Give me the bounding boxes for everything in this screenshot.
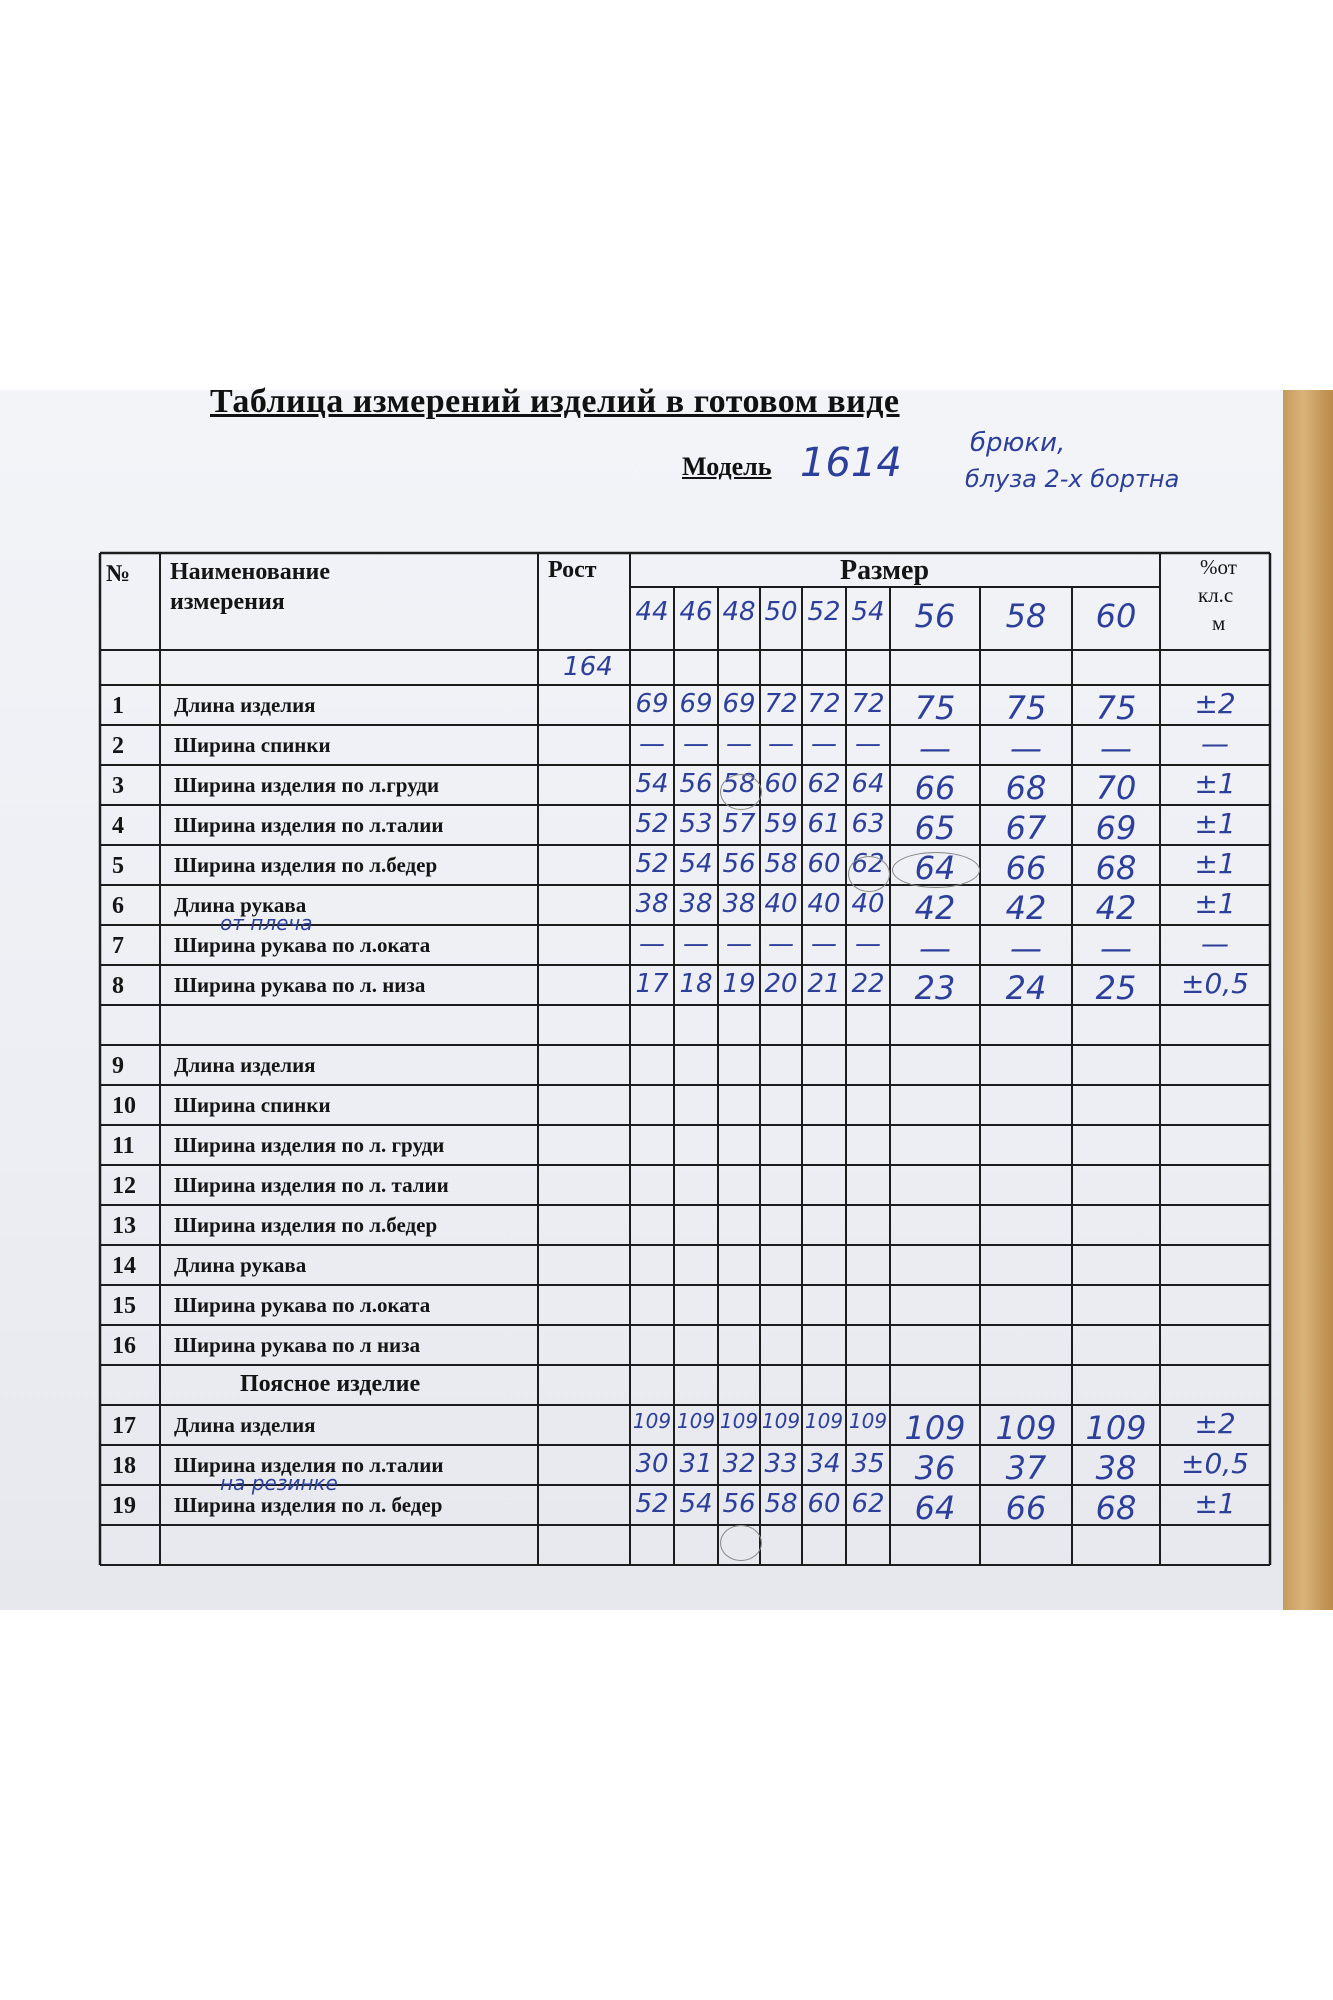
measurement-value: 25 (1095, 969, 1137, 1007)
row-number: 12 (112, 1173, 136, 1199)
measurement-value: 69 (635, 689, 669, 719)
measurement-value: 109 (761, 1409, 801, 1433)
measurement-value: 18 (679, 969, 713, 999)
row-number: 16 (112, 1333, 136, 1359)
measurement-value: 70 (1095, 769, 1137, 807)
tolerance-value: ±1 (1194, 807, 1236, 840)
measurement-value: 58 (764, 849, 798, 879)
model-note-line2: блуза 2-х бортна (965, 465, 1180, 493)
section-title: Поясное изделие (240, 1371, 421, 1397)
tolerance-value: ±1 (1194, 1487, 1236, 1520)
measurement-value: 58 (722, 769, 756, 799)
size-label: 46 (679, 597, 713, 627)
size-label: 58 (1005, 597, 1047, 635)
measurement-value: 109 (632, 1409, 672, 1433)
measurement-value: — (726, 929, 752, 959)
measurement-value: 54 (679, 1489, 713, 1519)
header-height: Рост (548, 557, 597, 583)
tolerance-value: ±2 (1194, 687, 1236, 720)
measurement-value: 72 (807, 689, 841, 719)
document-title: Таблица измерений изделий в готовом виде (210, 383, 900, 420)
measurement-value: — (639, 929, 665, 959)
size-label: 48 (722, 597, 756, 627)
measurement-value: 60 (807, 1489, 841, 1519)
row-name: Длина изделия (174, 1053, 316, 1077)
row-number: 15 (112, 1293, 136, 1319)
row-name: Ширина изделия по л.талии (174, 1453, 444, 1477)
header-tolerance-line1: %от (1200, 555, 1237, 579)
measurement-value: 30 (635, 1449, 669, 1479)
measurement-value: 54 (635, 769, 669, 799)
model-label: Модель (682, 452, 772, 481)
row-name: Длина рукава (174, 893, 307, 917)
measurement-value: 109 (995, 1409, 1057, 1447)
measurement-value: 72 (851, 689, 885, 719)
size-label: 54 (851, 597, 885, 627)
measurement-value: 67 (1005, 809, 1047, 847)
measurement-value: — (768, 929, 794, 959)
row-number: 4 (112, 813, 124, 839)
row-name: Ширина рукава по л.оката (174, 1293, 431, 1317)
measurement-value: — (919, 729, 951, 767)
measurement-value: 75 (914, 689, 956, 727)
header-tolerance-line3: м (1212, 611, 1226, 635)
row-number: 3 (112, 773, 124, 799)
row-number: 1 (112, 693, 124, 719)
row-name: Длина рукава (174, 1253, 307, 1277)
row-number: 7 (112, 933, 124, 959)
measurement-value: 66 (914, 769, 956, 807)
row-number: 19 (112, 1493, 136, 1519)
row-name: Ширина рукава по л.оката (174, 933, 431, 957)
row-number: 5 (112, 853, 124, 879)
header-tolerance-line2: кл.с (1198, 583, 1234, 607)
measurement-value: 38 (635, 889, 669, 919)
measurement-value: — (919, 929, 951, 967)
measurement-value: 23 (914, 969, 956, 1007)
measurement-value: 66 (1005, 849, 1047, 887)
pen-circle (848, 856, 890, 892)
measurement-value: 56 (722, 1489, 756, 1519)
measurement-value: 22 (851, 969, 885, 999)
measurement-value: 109 (904, 1409, 966, 1447)
measurement-value: 36 (914, 1449, 956, 1487)
measurement-value: 21 (807, 969, 841, 999)
header-size: Размер (840, 555, 930, 586)
measurement-value: 37 (1005, 1449, 1047, 1487)
measurement-value: 52 (635, 849, 669, 879)
measurement-value: 57 (722, 809, 756, 839)
measurement-value: 31 (679, 1449, 713, 1479)
measurement-value: 38 (679, 889, 713, 919)
measurement-value: 58 (764, 1489, 798, 1519)
measurement-value: 75 (1005, 689, 1047, 727)
row-name: Ширина рукава по л. низа (174, 973, 426, 997)
measurement-value: 64 (914, 849, 956, 887)
measurement-value: 33 (764, 1449, 798, 1479)
size-label: 52 (807, 597, 841, 627)
measurement-value: 69 (722, 689, 756, 719)
measurement-value: 42 (914, 889, 956, 927)
measurement-value: — (1010, 729, 1042, 767)
measurement-value: 32 (722, 1449, 756, 1479)
measurement-value: 68 (1005, 769, 1047, 807)
row-number: 2 (112, 733, 124, 759)
measurement-value: 62 (851, 1489, 885, 1519)
measurement-value: 59 (764, 809, 798, 839)
measurement-value: 56 (722, 849, 756, 879)
measurement-value: 68 (1095, 849, 1137, 887)
measurement-value: 109 (848, 1409, 888, 1433)
model-number: 1614 (800, 440, 902, 486)
measurement-value: 75 (1095, 689, 1137, 727)
measurement-value: — (855, 929, 881, 959)
row-number: 11 (112, 1133, 135, 1159)
measurement-value: — (1100, 929, 1132, 967)
row-number: 9 (112, 1053, 124, 1079)
measurement-value: 40 (764, 889, 798, 919)
row-number: 14 (112, 1253, 136, 1279)
measurement-value: — (768, 729, 794, 759)
model-note-line1: брюки, (970, 428, 1066, 458)
measurement-value: 35 (851, 1449, 885, 1479)
measurement-value: 17 (635, 969, 669, 999)
measurement-value: — (855, 729, 881, 759)
row-name: Длина изделия (174, 693, 316, 717)
row-name: Ширина изделия по л. талии (174, 1173, 449, 1197)
measurement-value: 54 (679, 849, 713, 879)
header-name-line1: Наименование (170, 559, 330, 585)
measurement-value: 40 (807, 889, 841, 919)
height-value: 164 (563, 652, 613, 682)
tolerance-value: ±2 (1194, 1407, 1236, 1440)
measurement-value: — (1100, 729, 1132, 767)
pen-circle (720, 1525, 762, 1561)
measurement-value: 52 (635, 809, 669, 839)
row-number: 18 (112, 1453, 136, 1479)
tolerance-value: ±1 (1194, 767, 1236, 800)
measurement-value: 53 (679, 809, 713, 839)
measurement-value: 40 (851, 889, 885, 919)
measurement-value: 52 (635, 1489, 669, 1519)
measurement-value: 69 (1095, 809, 1137, 847)
measurement-value: — (683, 929, 709, 959)
measurement-value: — (1010, 929, 1042, 967)
measurement-value: 60 (764, 769, 798, 799)
row-name: Ширина изделия по л. груди (174, 1133, 445, 1157)
tolerance-value: ±1 (1194, 847, 1236, 880)
measurement-value: — (811, 929, 837, 959)
row-number: 6 (112, 893, 124, 919)
measurement-value: 42 (1095, 889, 1137, 927)
size-label: 50 (764, 597, 798, 627)
row-number: 8 (112, 973, 124, 999)
row-name: Ширина изделия по л.груди (174, 773, 440, 797)
measurement-value: 61 (807, 809, 841, 839)
row-name: Ширина изделия по л.талии (174, 813, 444, 837)
measurement-value: 24 (1005, 969, 1047, 1007)
measurement-value: 64 (914, 1489, 956, 1527)
measurement-value: 56 (679, 769, 713, 799)
tolerance-value: — (1201, 727, 1229, 760)
size-label: 44 (635, 597, 669, 627)
measurement-value: 109 (1085, 1409, 1147, 1447)
row-name: Ширина изделия по л. бедер (174, 1493, 443, 1517)
measurement-value: 63 (851, 809, 885, 839)
measurement-value: 42 (1005, 889, 1047, 927)
row-name: Ширина спинки (174, 733, 331, 757)
measurement-value: 20 (764, 969, 798, 999)
tolerance-value: ±1 (1194, 887, 1236, 920)
row-number: 17 (112, 1413, 136, 1439)
measurement-value: 34 (807, 1449, 841, 1479)
measurement-value: 65 (914, 809, 956, 847)
measurement-value: 109 (676, 1409, 716, 1433)
row-number: 13 (112, 1213, 136, 1239)
row-name: Ширина рукава по л низа (174, 1333, 421, 1357)
measurement-value: 19 (722, 969, 756, 999)
tolerance-value: ±0,5 (1181, 967, 1249, 1000)
row-name: Ширина изделия по л.бедер (174, 1213, 438, 1237)
row-name: Длина изделия (174, 1413, 316, 1437)
measurement-value: 109 (804, 1409, 844, 1433)
row-name: Ширина изделия по л.бедер (174, 853, 438, 877)
size-label: 56 (914, 597, 956, 635)
measurement-value: 60 (807, 849, 841, 879)
row-name: Ширина спинки (174, 1093, 331, 1117)
measurement-value: — (639, 729, 665, 759)
pen-circle (720, 774, 762, 810)
measurement-value: — (683, 729, 709, 759)
header-num: № (106, 561, 131, 587)
measurement-value: 69 (679, 689, 713, 719)
size-label: 60 (1095, 597, 1137, 635)
pen-circle (892, 852, 980, 888)
header-name-line2: измерения (170, 589, 285, 615)
measurement-value: 62 (807, 769, 841, 799)
measurement-value: — (811, 729, 837, 759)
measurement-value: 38 (1095, 1449, 1137, 1487)
measurement-value: 109 (719, 1409, 759, 1433)
measurement-value: 72 (764, 689, 798, 719)
row-number: 10 (112, 1093, 136, 1119)
measurement-value: 66 (1005, 1489, 1047, 1527)
tolerance-value: — (1201, 927, 1229, 960)
measurement-value: 62 (851, 849, 885, 879)
row-note: от плеча (220, 911, 313, 935)
measurement-value: 64 (851, 769, 885, 799)
row-note: на резинке (220, 1471, 338, 1495)
measurement-value: 68 (1095, 1489, 1137, 1527)
tolerance-value: ±0,5 (1181, 1447, 1249, 1480)
measurement-value: 38 (722, 889, 756, 919)
measurement-value: — (726, 729, 752, 759)
